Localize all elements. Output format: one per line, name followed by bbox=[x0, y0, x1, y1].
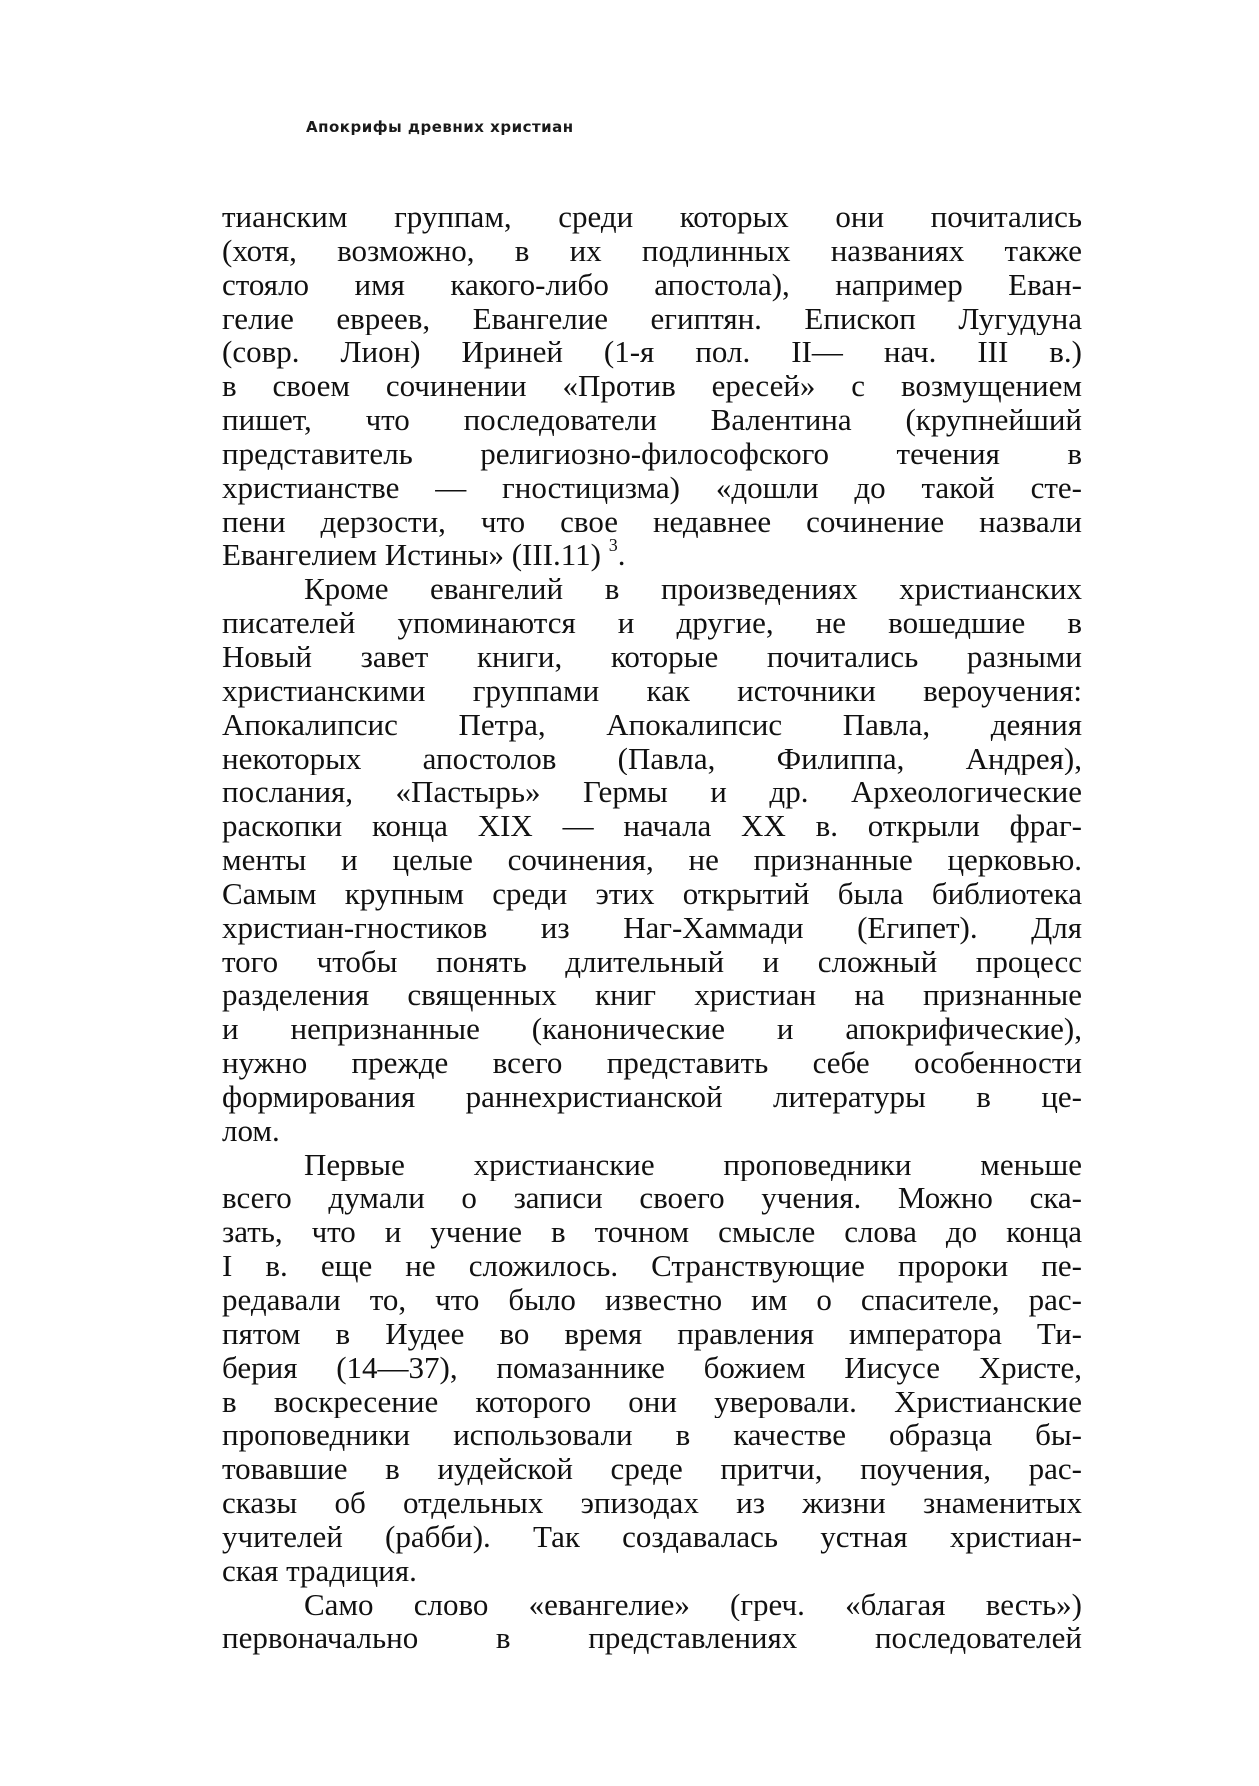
text-line bbox=[222, 1114, 1082, 1148]
line-text: некоторых апостолов (Павла, Филиппа, Андрея), bbox=[222, 741, 1082, 776]
text-line bbox=[222, 505, 1082, 539]
text-line bbox=[222, 775, 1082, 809]
text-line bbox=[222, 606, 1082, 640]
line-text: первоначально в представлениях последователей bbox=[222, 1621, 1082, 1656]
line-text: пишет, что последователи Валентина (крупнейший bbox=[222, 403, 1082, 437]
line-text: сказы об отдельных эпизодах из жизни знаменитых bbox=[222, 1486, 1082, 1520]
text-line bbox=[222, 708, 1082, 742]
line-text: пени дерзости, что свое недавнее сочинение назвали bbox=[222, 504, 1082, 539]
line-text: гелие евреев, Евангелие египтян. Епископ Лугудуна bbox=[222, 301, 1082, 336]
line-text: I в. еще не сложилось. Странствующие пророки пе- bbox=[222, 1249, 1082, 1283]
text-line bbox=[222, 572, 1082, 606]
text-line bbox=[222, 1181, 1082, 1215]
text-line bbox=[222, 640, 1082, 674]
line-text: раскопки конца XIX — начала XX в. открыли фраг- bbox=[222, 809, 1082, 844]
line-text: проповедники использовали в качестве образца бы- bbox=[222, 1418, 1082, 1453]
line-text: редавали то, что было известно им о спасителе, рас- bbox=[222, 1283, 1082, 1317]
text-line bbox=[222, 1554, 1082, 1588]
line-text: ская традиция. bbox=[222, 1553, 417, 1588]
paragraph bbox=[222, 1588, 1082, 1656]
line-text: берия (14—37), помазаннике божием Иисусе Христе, bbox=[222, 1350, 1082, 1385]
text-line bbox=[222, 1621, 1082, 1655]
text-line bbox=[222, 268, 1082, 302]
text-line bbox=[222, 1351, 1082, 1385]
text-line bbox=[222, 1520, 1082, 1554]
text-line bbox=[222, 302, 1082, 336]
text-line bbox=[222, 1385, 1082, 1419]
running-head: Апокрифы древних христиан bbox=[306, 118, 574, 136]
line-text: христианстве — гностицизма) «дошли до такой сте- bbox=[222, 470, 1082, 505]
line-text: зать, что и учение в точном смысле слова до конца bbox=[222, 1215, 1082, 1250]
text-line bbox=[222, 1046, 1082, 1080]
line-text: пятом в Иудее во время правления императора Ти- bbox=[222, 1316, 1082, 1351]
text-line bbox=[222, 1249, 1082, 1283]
footnote-ref: 3 bbox=[608, 538, 618, 556]
line-text: учителей (рабби). Так создавалась устная христиан- bbox=[222, 1519, 1082, 1554]
text-line bbox=[222, 1283, 1082, 1317]
line-text: представитель религиозно-философского течения в bbox=[222, 436, 1082, 471]
text-line bbox=[222, 1012, 1082, 1046]
text-line bbox=[222, 1317, 1082, 1351]
line-text: стояло имя какого-либо апостола), например Еван- bbox=[222, 267, 1082, 302]
line-text: (совр. Лион) Ириней (1-я пол. II— нач. III в.) bbox=[222, 335, 1082, 370]
line-text: тианским группам, среди которых они почитались bbox=[222, 200, 1082, 234]
text-line bbox=[222, 1486, 1082, 1520]
line-text: Новый завет книги, которые почитались разными bbox=[222, 639, 1082, 674]
text-line bbox=[222, 471, 1082, 505]
text-line bbox=[222, 1452, 1082, 1486]
text-line bbox=[222, 1080, 1082, 1114]
paragraph bbox=[222, 1148, 1082, 1588]
text-line bbox=[222, 742, 1082, 776]
body-text bbox=[222, 200, 1082, 1655]
text-line bbox=[222, 809, 1082, 843]
text-line bbox=[222, 674, 1082, 708]
line-text: христианскими группами как источники вероучения: bbox=[222, 673, 1082, 708]
text-line bbox=[222, 369, 1082, 403]
text-line bbox=[222, 978, 1082, 1012]
text-line bbox=[222, 877, 1082, 911]
line-text: менты и целые сочинения, не признанные церковью. bbox=[222, 843, 1082, 877]
text-line bbox=[222, 538, 1082, 572]
text-line bbox=[222, 403, 1082, 437]
text-line bbox=[222, 1148, 1082, 1182]
line-text: в воскресение которого они уверовали. Христианские bbox=[222, 1384, 1082, 1419]
line-text: товавшие в иудейской среде притчи, поучения, рас- bbox=[222, 1452, 1082, 1487]
line-text: и непризнанные (канонические и апокрифические), bbox=[222, 1012, 1082, 1047]
text-line bbox=[222, 200, 1082, 234]
line-tail: . bbox=[617, 538, 626, 573]
line-text: формирования раннехристианской литературы в це- bbox=[222, 1079, 1082, 1114]
text-line bbox=[222, 1418, 1082, 1452]
text-line bbox=[222, 911, 1082, 945]
text-line bbox=[222, 1215, 1082, 1249]
line-text: Первые христианские проповедники меньше bbox=[304, 1147, 1082, 1182]
line-text: лом. bbox=[222, 1113, 280, 1148]
text-line bbox=[222, 437, 1082, 471]
line-text: (хотя, возможно, в их подлинных названиях также bbox=[222, 233, 1082, 268]
line-text: Кроме евангелий в произведениях христианских bbox=[304, 572, 1082, 607]
line-text: разделения священных книг христиан на признанные bbox=[222, 978, 1082, 1013]
line-text: нужно прежде всего представить себе особенности bbox=[222, 1046, 1082, 1080]
line-text: послания, «Пастырь» Гермы и др. Археологические bbox=[222, 775, 1082, 810]
line-text: того чтобы понять длительный и сложный процесс bbox=[222, 944, 1082, 979]
text-line bbox=[222, 234, 1082, 268]
line-text: всего думали о записи своего учения. Можно ска- bbox=[222, 1181, 1082, 1216]
line-text: Само слово «евангелие» (греч. «благая весть») bbox=[304, 1587, 1082, 1622]
line-text: христиан-гностиков из Наг-Хаммади (Египет). Для bbox=[222, 910, 1082, 945]
text-line bbox=[222, 945, 1082, 979]
line-text: в своем сочинении «Против ересей» с возмущением bbox=[222, 369, 1082, 404]
paragraph bbox=[222, 572, 1082, 1147]
paragraph bbox=[222, 200, 1082, 572]
line-text: писателей упоминаются и другие, не вошедшие в bbox=[222, 606, 1082, 640]
line-text: Евангелием Истины» (III.11) bbox=[222, 538, 601, 573]
text-line bbox=[222, 1588, 1082, 1622]
text-line bbox=[222, 843, 1082, 877]
line-text: Самым крупным среди этих открытий была библиотека bbox=[222, 876, 1082, 911]
text-line bbox=[222, 335, 1082, 369]
line-text: Апокалипсис Петра, Апокалипсис Павла, деяния bbox=[222, 707, 1082, 742]
